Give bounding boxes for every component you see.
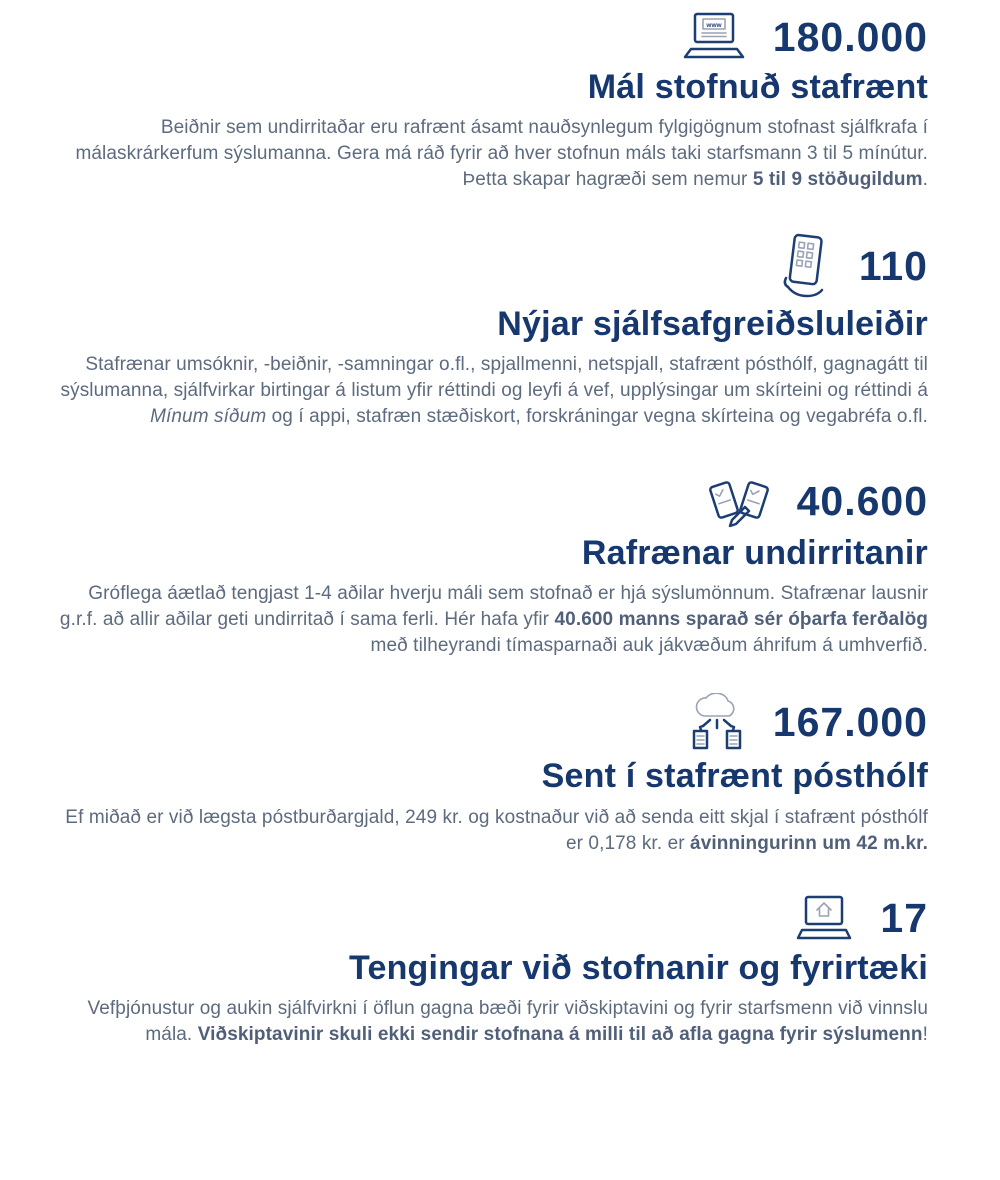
stat-header — [58, 474, 928, 528]
body-text-bold: Viðskiptavinir skuli ekki sendir stofnana á milli til að afla gagna fyrir sýslumenn — [197, 1023, 923, 1045]
laptop-home-icon — [794, 895, 854, 943]
smartphone-hand-icon — [779, 233, 833, 299]
svg-text:www: www — [706, 21, 722, 29]
stat-header — [58, 895, 928, 943]
body-text-bold: 5 til 9 stöðugildum — [752, 169, 923, 191]
body-text-italic: Mínum síðum — [150, 406, 267, 428]
section-heading: Rafrænar undirritanir — [581, 534, 928, 573]
section-body — [58, 115, 928, 193]
stat-header — [58, 233, 928, 299]
body-text-bold: 40.600 manns sparað sér óþarfa ferðalög — [554, 609, 928, 631]
section-body — [58, 352, 928, 430]
section-body — [58, 581, 928, 659]
e-signature-icon — [707, 474, 771, 528]
section-body — [58, 996, 928, 1048]
section-body — [58, 805, 928, 857]
section-heading: Nýjar sjálfsafgreiðsluleiðir — [497, 305, 928, 344]
stat-number: 167.000 — [772, 698, 928, 745]
section-heading: Sent í stafrænt pósthólf — [541, 757, 928, 796]
laptop-www-icon — [681, 12, 747, 62]
body-text: . — [922, 169, 928, 191]
section-cases-created — [58, 12, 928, 193]
body-text: og í appi, stafræn stæðiskort, forskráningar vegna skírteina og vegabréfa o.fl. — [266, 406, 928, 428]
stat-number: 180.000 — [772, 13, 928, 60]
section-digital-mailbox — [58, 693, 928, 856]
section-self-service — [58, 233, 928, 430]
section-heading: Tengingar við stofnanir og fyrirtæki — [349, 948, 928, 987]
stat-number: 40.600 — [796, 477, 928, 524]
body-text-bold: ávinningurinn um 42 m.kr. — [690, 832, 928, 854]
body-text: Gróflega áætlað tengjast 1-4 aðilar hverju máli sem stofnað er hjá sýslumönnum. Stafrænar lausnir g.r.f. að allir aðilar geti undirritað í sama ferli. Hér hafa yfir — [59, 583, 928, 631]
cloud-documents-icon — [687, 693, 747, 751]
stat-header — [58, 12, 928, 62]
section-connections — [58, 895, 928, 1048]
body-text: Vefþjónustur og aukin sjálfvirkni í öflun gagna bæði fyrir viðskiptavini og fyrir starfsmenn við vinnslu mála. — [87, 997, 928, 1045]
stat-number: 17 — [880, 895, 928, 942]
section-heading: Mál stofnuð stafrænt — [587, 68, 928, 106]
body-text: Beiðnir sem undirritaðar eru rafrænt ásamt nauðsynlegum fylgigögnum stofnast sjálfkrafa í málaskrárkerfum sýslumanna. Gera má ráð fyrir að hver stofnun máls taki starfsmann 3 til 5 mínútur. Þetta skapar hagræði sem nemur — [75, 117, 928, 191]
body-text: Ef miðað er við lægsta póstburðargjald, 249 kr. og kostnaður við að senda eitt skjal í stafrænt pósthólf er 0,178 kr. er — [65, 806, 928, 854]
section-signatures — [58, 474, 928, 659]
body-text: með tilheyrandi tímasparnaði auk jákvæðum áhrifum á umhverfið. — [370, 635, 928, 657]
body-text: Stafrænar umsóknir, -beiðnir, -samningar o.fl., spjallmenni, netspjall, stafrænt pósthólf, gagnagátt til sýslumanna, sjálfvirkar birtingar á listum yfir réttindi og leyfi á vef, upplýsingar um skírteini og réttindi á — [60, 354, 928, 402]
stat-number: 110 — [858, 242, 928, 289]
stat-header — [58, 693, 928, 751]
body-text: ! — [922, 1023, 928, 1045]
